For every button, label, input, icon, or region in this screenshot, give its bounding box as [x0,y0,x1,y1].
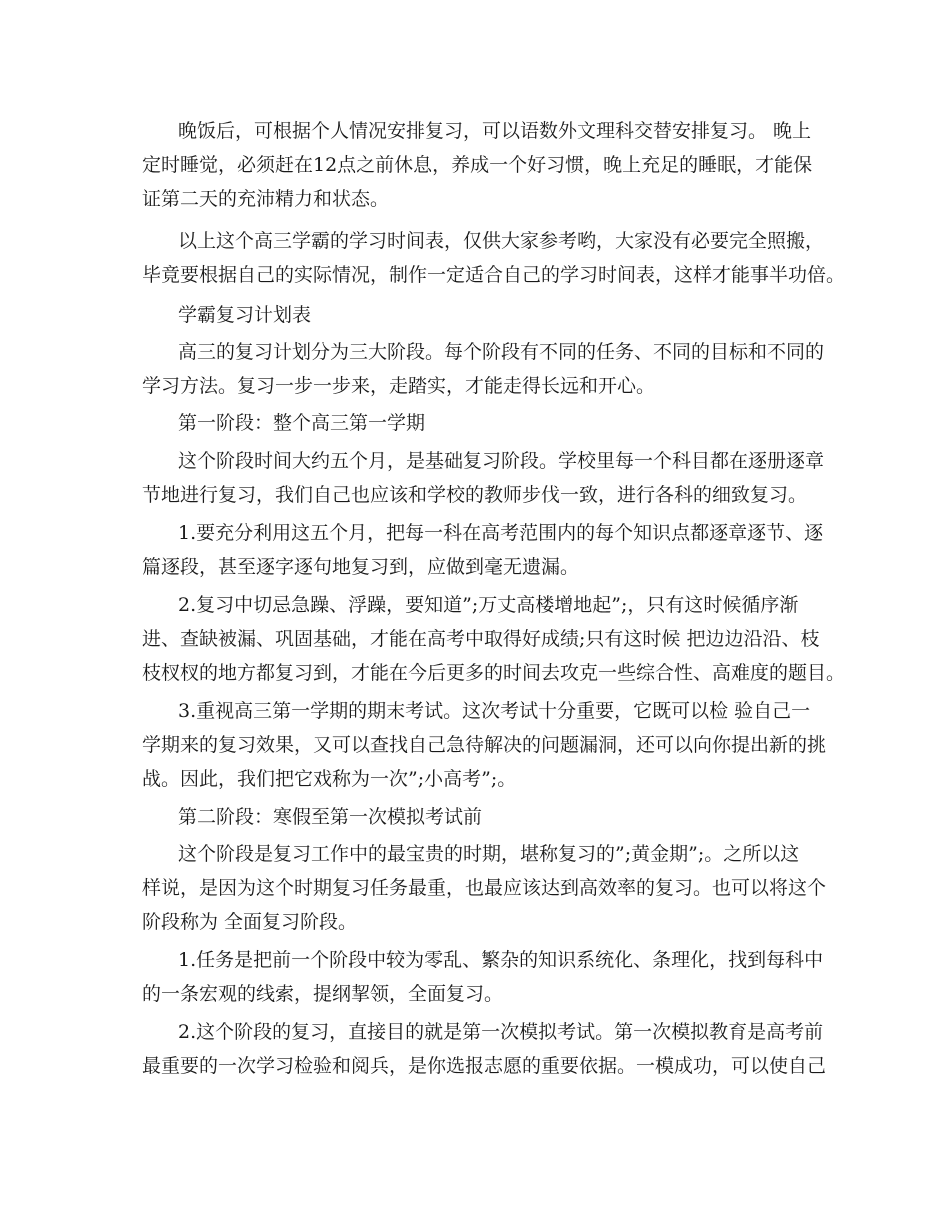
section-heading-stage-2: 第二阶段：寒假至第一次模拟考试前 [178,806,483,828]
text-line-4: 以上这个高三学霸的学习时间表，仅供大家参考哟，大家没有必要完全照搬， [178,230,825,252]
text-line-23: 阶段称为 全面复习阶段。 [142,911,358,933]
section-heading-stage-1: 第一阶段：整个高三第一学期 [178,412,426,434]
text-line-3: 证第二天的充沛精力和状态。 [142,188,390,210]
text-line-18: 学期来的复习效果，又可以查找自己急待解决的问题漏洞，还可以向你提出新的挑 [142,734,827,756]
text-line-19: 战。因此，我们把它戏称为一次”;小高考”;。 [142,768,517,790]
text-line-11: 节地进行复习，我们自己也应该和学校的教师步伐一致，进行各科的细致复习。 [142,484,808,506]
text-line-13: 篇逐段，甚至逐字逐句地复习到，应做到毫无遗漏。 [142,556,580,578]
text-line-14: 2.复习中切忌急躁、浮躁，要知道”;万丈高楼增地起”;，只有这时候循序渐 [178,594,799,616]
text-line-1: 晚饭后，可根据个人情况安排复习，可以语数外文理科交替安排复习。 晚上 [178,120,812,142]
text-line-21: 这个阶段是复习工作中的最宝贵的时期，堪称复习的”;黄金期”;。之所以这 [178,843,800,865]
text-line-2: 定时睡觉，必须赶在12点之前休息，养成一个好习惯，晚上充足的睡眠，才能保 [142,154,813,176]
text-line-25: 的一条宏观的线索，提纲挈领，全面复习。 [142,983,504,1005]
text-line-22: 样说，是因为这个时期复习任务最重，也最应该达到高效率的复习。也可以将这个 [142,877,827,899]
section-heading-plan: 学霸复习计划表 [178,304,312,326]
text-line-24: 1.任务是把前一个阶段中较为零乱、繁杂的知识系统化、条理化，找到每科中 [178,949,824,971]
text-line-8: 学习方法。复习一步一步来，走踏实，才能走得长远和开心。 [142,375,656,397]
text-line-5: 毕竟要根据自己的实际情况，制作一定适合自己的学习时间表，这样才能事半功倍。 [142,264,846,286]
text-line-16: 枝杈杈的地方都复习到，才能在今后更多的时间去攻克一些综合性、高难度的题目。 [142,662,846,684]
text-line-12: 1.要充分利用这五个月，把每一科在高考范围内的每个知识点都逐章逐节、逐 [178,522,824,544]
text-line-15: 进、查缺被漏、巩固基础，才能在高考中取得好成绩;只有这时候 把边边沿沿、枝 [142,628,820,650]
text-line-26: 2.这个阶段的复习，直接目的就是第一次模拟考试。第一次模拟教育是高考前 [178,1021,824,1043]
text-line-27: 最重要的一次学习检验和阅兵，是你选报志愿的重要依据。一模成功，可以使自己 [142,1055,827,1077]
text-line-10: 这个阶段时间大约五个月，是基础复习阶段。学校里每一个科目都在逐册逐章 [178,450,825,472]
text-line-7: 高三的复习计划分为三大阶段。每个阶段有不同的任务、不同的目标和不同的 [178,341,825,363]
text-line-17: 3.重视高三第一学期的期末考试。这次考试十分重要，它既可以检 验自己一 [178,700,811,722]
